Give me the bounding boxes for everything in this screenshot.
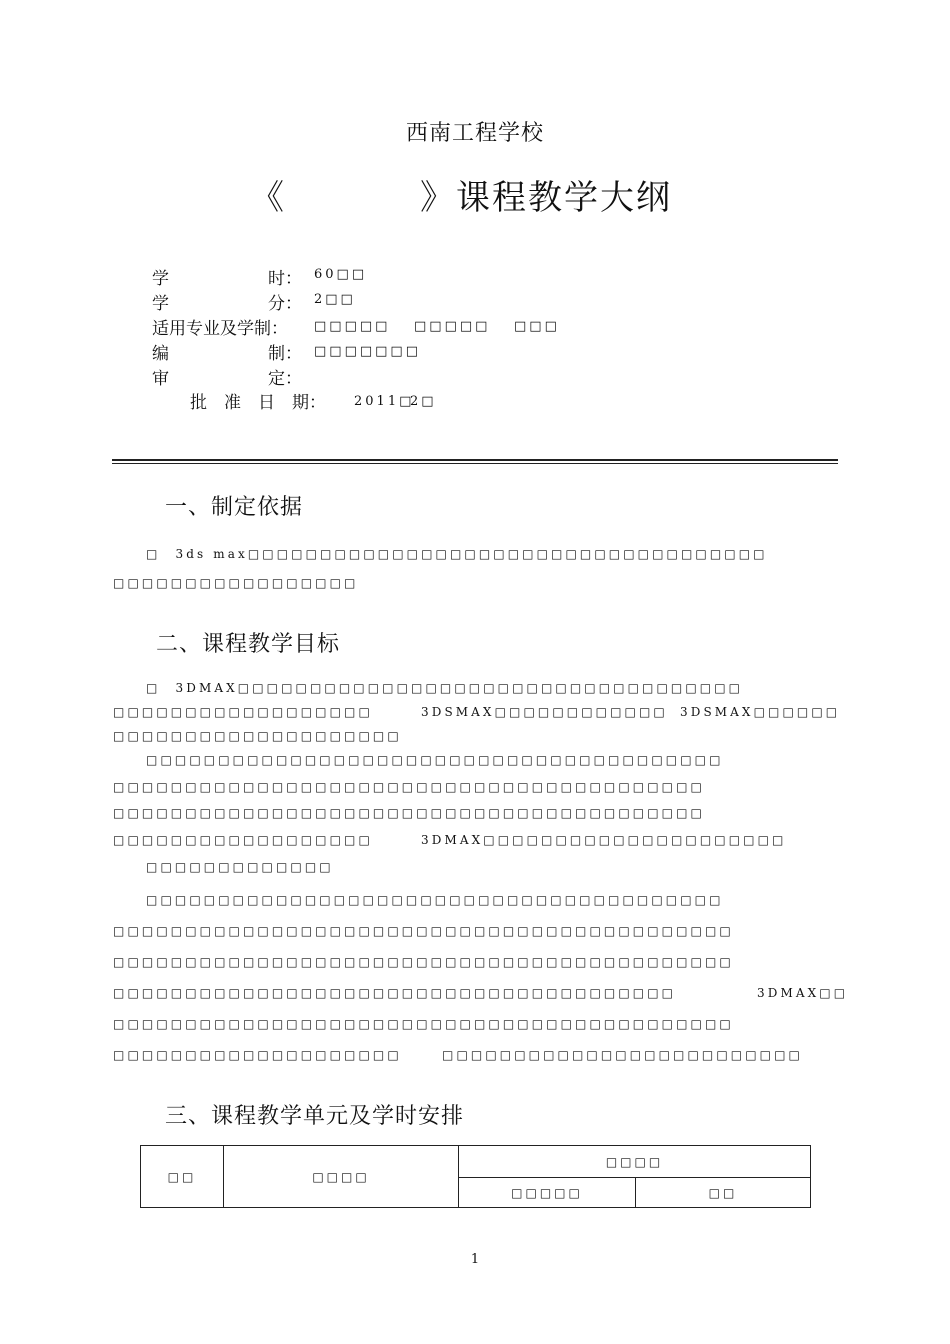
- approve-date-month: 2□: [410, 394, 437, 409]
- section2-line7b: 3DMAX□□□□□□□□□□□□□□□□□□□□□: [421, 833, 787, 847]
- section1-line2: □□□□□□□□□□□□□□□□□: [113, 576, 359, 590]
- section1-line1: □ 3ds max□□□□□□□□□□□□□□□□□□□□□□□□□□□□□□□□□□□□: [146, 547, 768, 561]
- section2-line11: □□□□□□□□□□□□□□□□□□□□□□□□□□□□□□□□□□□□□□□□□□□: [113, 955, 734, 969]
- section2-line8: □□□□□□□□□□□□□: [146, 860, 334, 874]
- section2-line1: □ 3DMAX□□□□□□□□□□□□□□□□□□□□□□□□□□□□□□□□□□□: [146, 681, 744, 695]
- table-header-seq: □□: [141, 1146, 224, 1208]
- section2-heading: 二、课程教学目标: [156, 632, 341, 657]
- table-subheader-2: □□: [636, 1178, 811, 1208]
- section2-line6: □□□□□□□□□□□□□□□□□□□□□□□□□□□□□□□□□□□□□□□□□: [113, 806, 705, 820]
- hours-value: 60□□: [314, 267, 368, 282]
- section2-line13: □□□□□□□□□□□□□□□□□□□□□□□□□□□□□□□□□□□□□□□□□□□: [113, 1017, 734, 1031]
- credits-label-b: 分：: [268, 294, 302, 314]
- section3-heading: 三、课程教学单元及学时安排: [165, 1104, 465, 1129]
- section2-line9: □□□□□□□□□□□□□□□□□□□□□□□□□□□□□□□□□□□□□□□□: [146, 893, 724, 907]
- section2-line7a: □□□□□□□□□□□□□□□□□□: [113, 833, 373, 847]
- course-outline-title: 》课程教学大纲: [420, 178, 672, 218]
- section2-line12b: 3DMAX□□: [757, 986, 849, 1000]
- table-subheader-1: □□□□□: [459, 1178, 636, 1208]
- divider-thin: [112, 463, 838, 464]
- title-open-bracket: 《: [250, 178, 286, 218]
- section2-line10: □□□□□□□□□□□□□□□□□□□□□□□□□□□□□□□□□□□□□□□□□□□: [113, 924, 734, 938]
- section2-line3: □□□□□□□□□□□□□□□□□□□□: [113, 729, 402, 743]
- major-value-3: □□□: [514, 319, 560, 334]
- section2-line14a: □□□□□□□□□□□□□□□□□□□□: [113, 1048, 402, 1062]
- editor-label-a: 编: [152, 344, 169, 364]
- credits-value: 2□□: [314, 292, 356, 307]
- page-number: 1: [470, 1252, 480, 1267]
- hours-label-b: 时：: [268, 269, 302, 289]
- section1-heading: 一、制定依据: [165, 495, 304, 520]
- section2-line12a: □□□□□□□□□□□□□□□□□□□□□□□□□□□□□□□□□□□□□□□: [113, 986, 677, 1000]
- major-value-1: □□□□□: [314, 319, 391, 334]
- section2-line14b: □□□□□□□□□□□□□□□□□□□□□□□□□: [442, 1048, 803, 1062]
- editor-value: □□□□□□□: [314, 344, 421, 359]
- credits-label-a: 学: [152, 294, 169, 314]
- table-header-hours: □□□□: [459, 1146, 811, 1178]
- divider-thick: [112, 459, 838, 461]
- major-label: 适用专业及学制：: [152, 319, 288, 339]
- section2-line2b: 3DSMAX□□□□□□□□□□□□: [421, 705, 668, 719]
- section2-line4: □□□□□□□□□□□□□□□□□□□□□□□□□□□□□□□□□□□□□□□□: [146, 753, 724, 767]
- table-header-unit: □□□□: [224, 1146, 459, 1208]
- editor-label-b: 制：: [268, 344, 302, 364]
- section2-line2c: 3DSMAX□□□□□□: [680, 705, 841, 719]
- school-name: 西南工程学校: [405, 121, 544, 146]
- approve-date-year: 2011□: [354, 394, 415, 409]
- review-label-a: 审: [152, 369, 169, 389]
- approve-date-label: 批 准 日 期：: [190, 393, 326, 413]
- hours-label-a: 学: [152, 269, 169, 289]
- section2-line5: □□□□□□□□□□□□□□□□□□□□□□□□□□□□□□□□□□□□□□□□□: [113, 780, 705, 794]
- major-value-2: □□□□□: [414, 319, 491, 334]
- teaching-units-table: [140, 1145, 811, 1208]
- review-label-b: 定：: [268, 369, 302, 389]
- section2-line2a: □□□□□□□□□□□□□□□□□□: [113, 705, 373, 719]
